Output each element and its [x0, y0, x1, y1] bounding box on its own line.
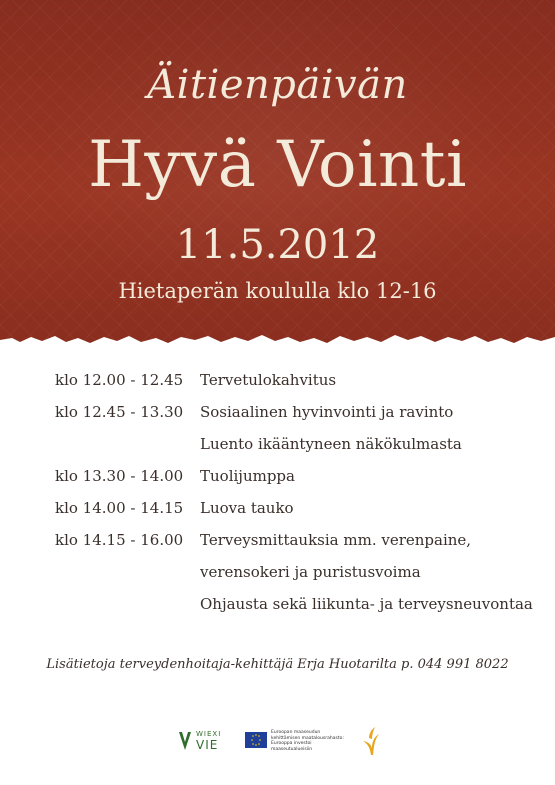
wiexi-logo-top: WIEXI [196, 730, 222, 738]
event-title: Hyvä Vointi [88, 128, 467, 202]
torn-paper-edge [0, 318, 555, 358]
schedule-description: Sosiaalinen hyvinvointi ja ravinto [200, 403, 454, 421]
schedule-time: klo 13.30 - 14.00 [55, 467, 184, 485]
schedule-time: klo 12.45 - 13.30 [55, 403, 184, 421]
schedule-description: Luento ikääntyneen näkökulmasta [200, 435, 462, 453]
event-date: 11.5.2012 [175, 222, 380, 268]
sponsor-logos [0, 722, 555, 762]
wiexi-logo [178, 728, 234, 756]
wiexi-logo-bottom: VIE [196, 738, 219, 752]
schedule-time: klo 14.15 - 16.00 [55, 531, 184, 549]
eu-text-line: Euroopan maaseudun [271, 730, 321, 735]
schedule-time: klo 12.00 - 12.45 [55, 371, 184, 389]
schedule-description: Luova tauko [200, 499, 294, 517]
eu-text-line: Eurooppa investoi maaseutualueisiin [271, 741, 313, 752]
schedule-description: Terveysmittauksia mm. verenpaine, [200, 531, 472, 549]
schedule-time: klo 14.00 - 14.15 [55, 499, 184, 517]
schedule-description: verensokeri ja puristusvoima [200, 563, 421, 581]
schedule-description: Tervetulokahvitus [200, 371, 337, 389]
leaf-logo-icon [360, 726, 382, 756]
event-location: Hietaperän koululla klo 12-16 [118, 279, 437, 303]
contact-info: Lisätietoja terveydenhoitaja-kehittäjä Erja Huotarilta p. 044 991 8022 [46, 657, 509, 672]
event-subtitle: Äitienpäivän [147, 62, 408, 108]
header-banner [0, 0, 555, 345]
schedule-description: Ohjausta sekä liikunta- ja terveysneuvontaa [200, 595, 533, 613]
schedule-description: Tuolijumppa [200, 467, 295, 485]
eu-logo [245, 730, 345, 756]
eu-text-line: kehittämisen maatalousrahasto: [271, 735, 344, 741]
wiexi-leaf-icon [178, 730, 192, 752]
eu-flag-icon [245, 732, 267, 748]
